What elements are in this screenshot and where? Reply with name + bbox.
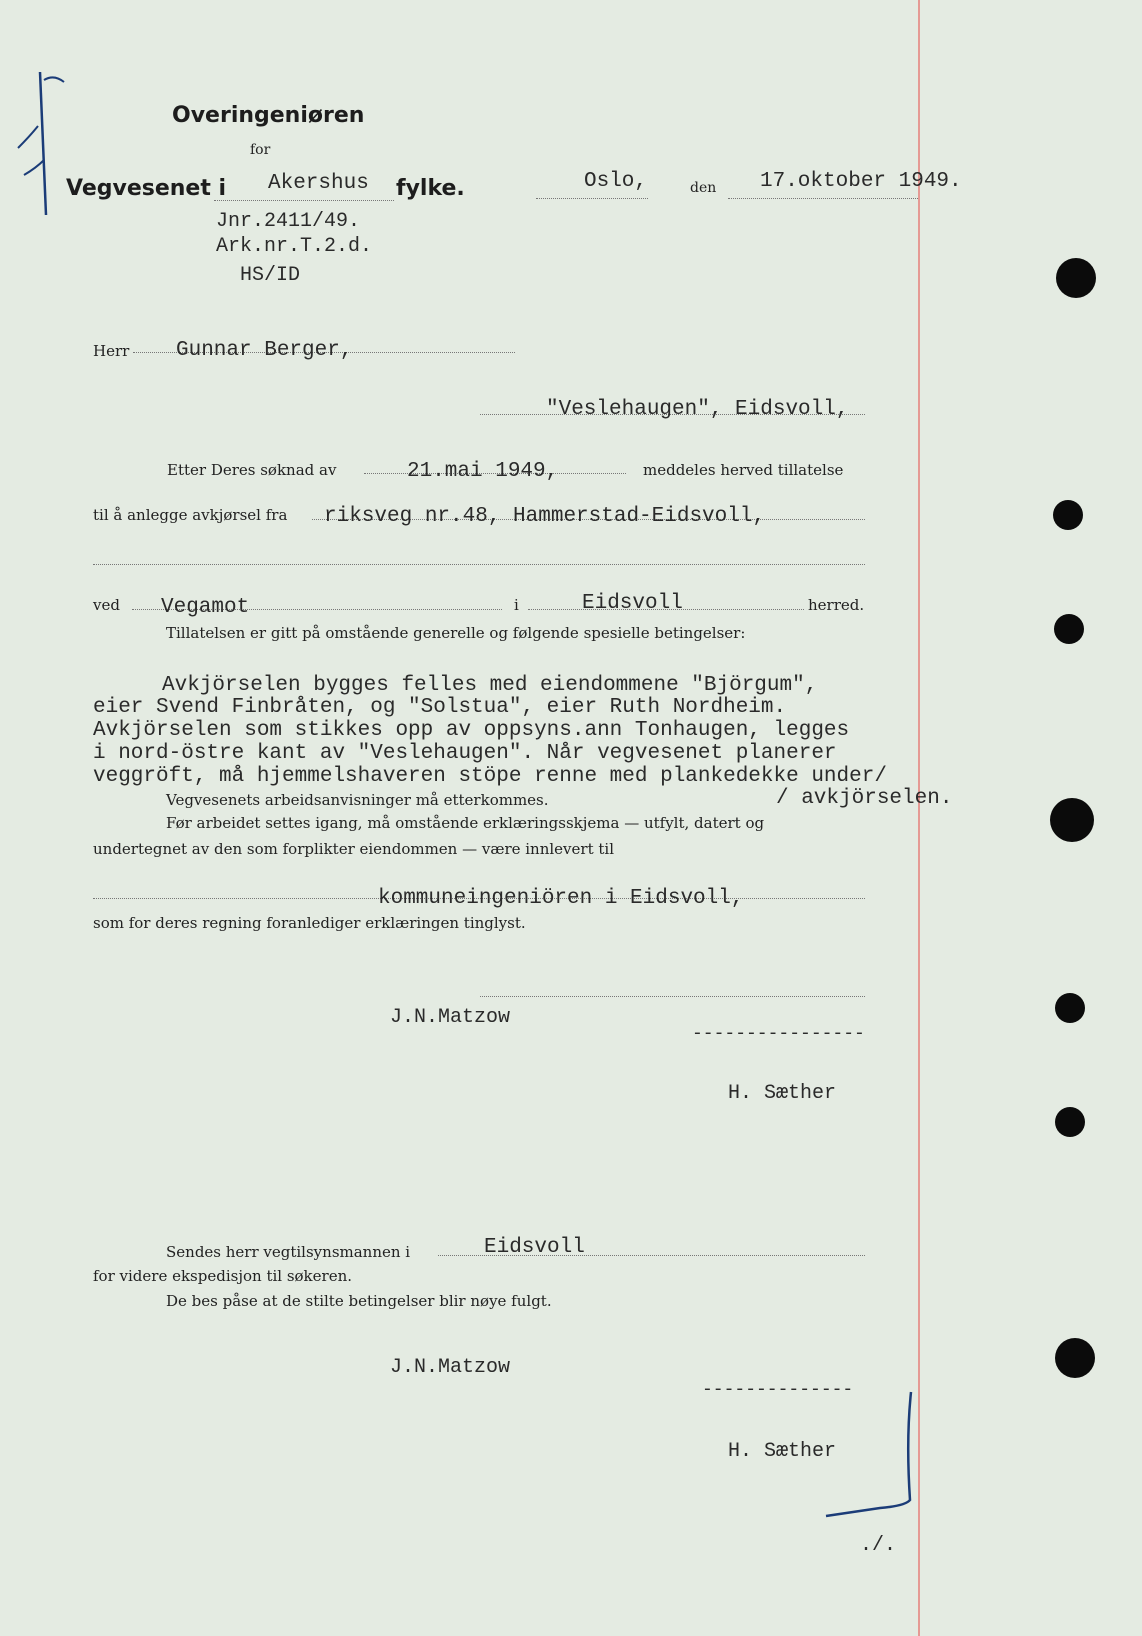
access-label: til å anlegge avkjørsel fra [93, 506, 288, 524]
forward-place: Eidsvoll [484, 1236, 585, 1259]
recipient-label: Herr [93, 342, 130, 360]
conditions-intro: Tillatelsen er gitt på omstående generelle og følgende spesielle betingelser: [166, 624, 746, 642]
recipient-address: "Veslehaugen", Eidsvoll, [546, 398, 849, 421]
special-conditions-line: eier Svend Finbråten, og "Solstua", eier Ruth Nordheim. [93, 696, 787, 719]
county: Akershus [268, 172, 369, 195]
signature-rule [480, 996, 865, 997]
before-work-line: Før arbeidet settes igang, må omstående erklæringsskjema — utfylt, datert og [166, 814, 765, 832]
signature-left: J.N.Matzow [390, 1356, 511, 1379]
special-conditions-line: i nord-östre kant av "Veslehaugen". Når vegvesenet planerer [93, 742, 837, 765]
signature-right: H. Sæther [728, 1082, 837, 1105]
closing-mark: ./. [860, 1534, 897, 1557]
ved-label: ved [93, 596, 120, 614]
register-note: som for deres regning foranlediger erklæringen tinglyst. [93, 914, 526, 932]
road-name: riksveg nr.48, Hammerstad-Eidsvoll, [324, 505, 766, 528]
special-conditions-line: veggröft, må hjemmelshaveren stöpe renne med plankedekke under/ [93, 765, 887, 788]
i-label: i [514, 596, 519, 614]
signature-left: J.N.Matzow [390, 1006, 511, 1029]
org-line2-prefix: Vegvesenet i [66, 176, 227, 201]
intro-text-a: Etter Deres søknad av [167, 461, 337, 479]
journal-number: Jnr.2411/49. [216, 210, 361, 233]
initials: HS/ID [240, 264, 301, 287]
forward-line: for videre ekspedisjon til søkeren. [93, 1267, 352, 1285]
special-conditions-line: Avkjörselen bygges felles med eiendommene "Björgum", [162, 674, 818, 697]
forward-line: De bes påse at de stilte betingelser blir nøye fulgt. [166, 1292, 552, 1310]
city-rule [536, 198, 648, 199]
signature-right: H. Sæther [728, 1440, 837, 1463]
special-conditions-line: Avkjörselen som stikkes opp av oppsyns.ann Tonhaugen, legges [93, 719, 850, 742]
herred-label: herred. [808, 596, 865, 614]
before-work-line: undertegnet av den som forplikter eiendommen — være innlevert til [93, 840, 614, 858]
deliver-to: kommuneingeniören i Eidsvoll, [378, 887, 744, 910]
application-date: 21.mai 1949, [407, 460, 559, 483]
signature-dashes: -------------- [702, 1380, 854, 1400]
date-rule [728, 198, 918, 199]
special-conditions-tail: / avkjörselen. [776, 787, 953, 810]
letter-date: 17.oktober 1949. [760, 170, 962, 193]
place: Vegamot [161, 596, 250, 619]
intro-text-b: meddeles herved tillatelse [643, 461, 844, 479]
work-instructions: Vegvesenets arbeidsanvisninger må etterkommes. [166, 791, 549, 809]
county-rule [214, 200, 394, 201]
forward-label: Sendes herr vegtilsynsmannen i [166, 1243, 411, 1261]
blank-rule [93, 564, 865, 565]
municipality: Eidsvoll [582, 592, 683, 615]
den-label: den [690, 180, 717, 196]
signature-dashes: ---------------- [692, 1024, 865, 1044]
org-line2-suffix: fylke. [396, 176, 465, 201]
archive-number: Ark.nr.T.2.d. [216, 235, 373, 258]
org-name: Overingeniøren [172, 103, 365, 128]
recipient-name: Gunnar Berger, [176, 339, 353, 362]
org-for: for [250, 142, 271, 158]
city: Oslo, [584, 170, 648, 193]
